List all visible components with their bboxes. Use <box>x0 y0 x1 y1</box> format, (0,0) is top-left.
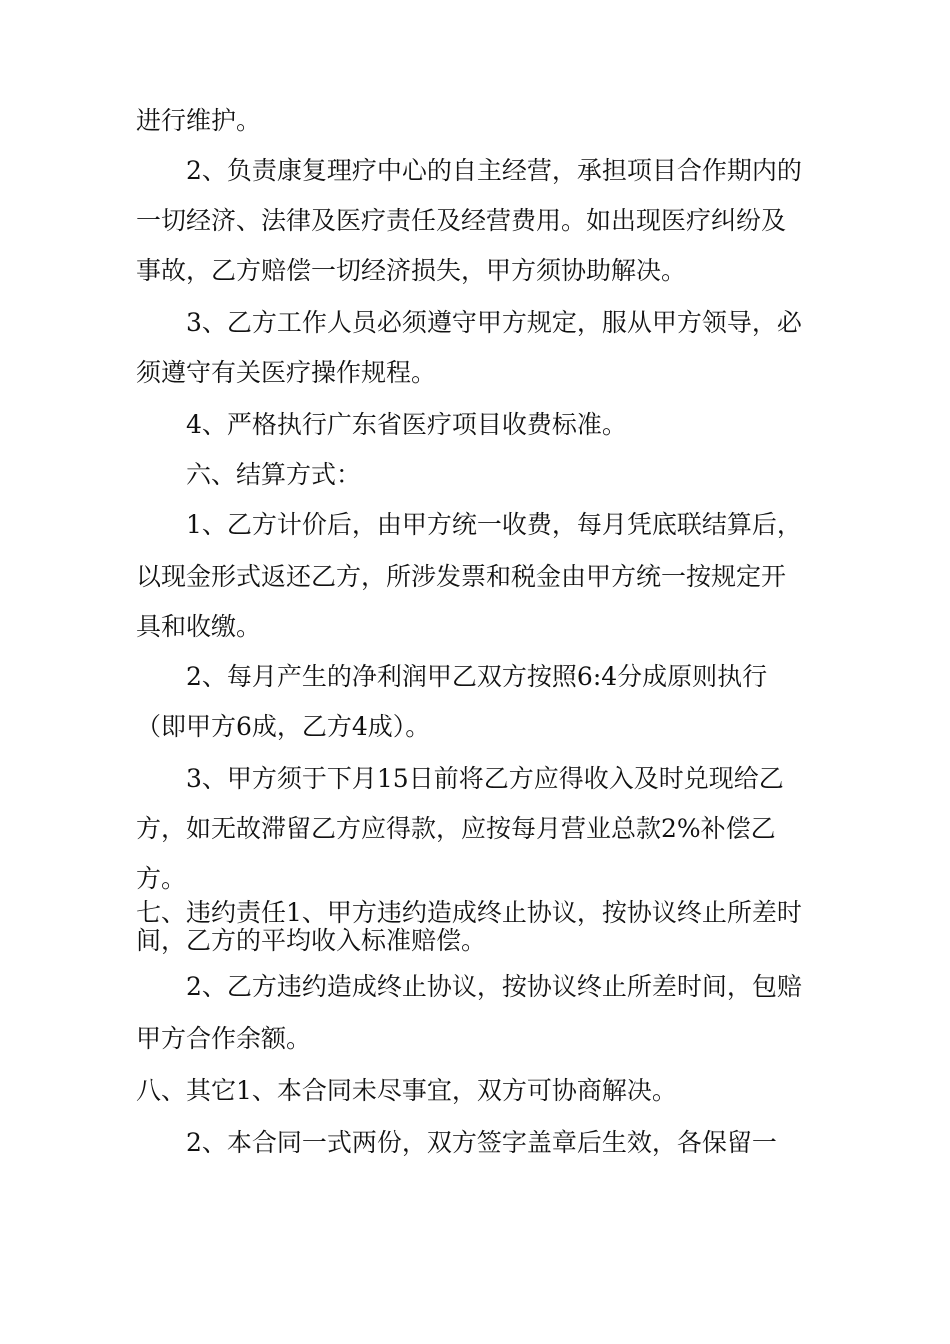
section-heading: 六、结算方式： <box>186 460 362 489</box>
text-line: 具和收缴。 <box>136 612 262 641</box>
text-line: 3、甲方须于下月15日前将乙方应得收入及时兑现给乙 <box>186 764 784 793</box>
text-line: 事故，乙方赔偿一切经济损失，甲方须协助解决。 <box>136 256 687 285</box>
text-line: 2、每月产生的净利润甲乙双方按照6:4分成原则执行 <box>186 662 768 691</box>
text-line: 须遵守有关医疗操作规程。 <box>136 358 437 387</box>
text-line: 3、乙方工作人员必须遵守甲方规定，服从甲方领导，必 <box>186 308 802 337</box>
text-line: 2、本合同一式两份，双方签字盖章后生效，各保留一 <box>186 1128 777 1157</box>
text-line: 一切经济、法律及医疗责任及经营费用。如出现医疗纠纷及 <box>136 206 787 235</box>
section-heading: 八、其它1、本合同未尽事宜，双方可协商解决。 <box>136 1076 677 1105</box>
section-heading: 七、违约责任1、甲方违约造成终止协议，按协议终止所差时 <box>136 898 802 927</box>
text-line: 以现金形式返还乙方，所涉发票和税金由甲方统一按规定开 <box>136 562 787 591</box>
text-line: （即甲方6成，乙方4成）。 <box>136 712 431 741</box>
text-line: 进行维护。 <box>136 106 262 135</box>
text-line: 4、严格执行广东省医疗项目收费标准。 <box>186 410 627 439</box>
text-line: 方。 <box>136 864 187 893</box>
text-line: 甲方合作余额。 <box>136 1024 312 1053</box>
text-line: 方，如无故滞留乙方应得款，应按每月营业总款2%补偿乙 <box>136 814 776 843</box>
text-line: 2、乙方违约造成终止协议，按协议终止所差时间，包赔 <box>186 972 802 1001</box>
text-line: 间，乙方的平均收入标准赔偿。 <box>136 926 487 955</box>
text-line: 2、负责康复理疗中心的自主经营，承担项目合作期内的 <box>186 156 802 185</box>
text-line: 1、乙方计价后，由甲方统一收费，每月凭底联结算后， <box>186 510 802 539</box>
